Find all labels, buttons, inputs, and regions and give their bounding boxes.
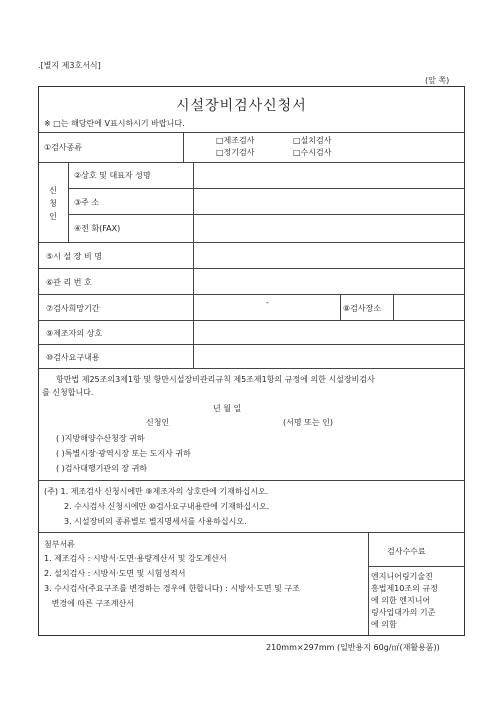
divider xyxy=(38,242,465,243)
requirements-label: ⑩검사요구내용 xyxy=(46,353,100,362)
address-label: ③주 소 xyxy=(74,198,100,207)
note-2: 2. 수시검사 신청시에만 ⑩검사요구내용란에 기재하십시오. xyxy=(64,502,270,511)
divider xyxy=(193,294,194,368)
form-number: .[별지 제3호서식] xyxy=(38,61,101,70)
application-date: 년 월 일 xyxy=(213,404,242,413)
divider xyxy=(38,320,465,321)
divider xyxy=(193,162,194,242)
divider xyxy=(183,132,184,162)
divider xyxy=(38,268,465,269)
fee-text-line-3: 에 의한 엔지니어 xyxy=(371,596,431,605)
attachment-item-3-cont: 변경에 따른 구조계산서 xyxy=(44,599,134,608)
note-1: (주) 1. 제조검사 신청시에만 ⑨제조자의 상호란에 기재하십시오. xyxy=(44,487,269,496)
fee-text-line-1: 엔지니어링기술진 xyxy=(371,572,433,581)
attachment-item-2: 2. 설치검사 : 시방서·도면 및 시험성적서 xyxy=(44,569,186,578)
attachment-item-1: 1. 제조검사 : 시방서·도면·용량계산서 및 강도계산서 xyxy=(44,554,227,563)
divider xyxy=(368,532,369,636)
phone-fax-label: ④전 화(FAX) xyxy=(74,224,121,233)
fee-text-line-4: 링사업대가의 기준 xyxy=(371,608,436,617)
checkbox-periodic-inspection[interactable]: □정기검사 xyxy=(216,148,255,157)
applicant-vertical-label: 신청인 xyxy=(49,186,57,221)
paper-spec: 210mm×297mm (일반용지 60g/㎡(재활용품)) xyxy=(266,643,440,652)
form-title: 시설장비검사신청서 xyxy=(176,98,307,114)
manufacturer-label: ⑨제조자의 상호 xyxy=(46,329,103,338)
management-number-label: ⑥관 리 번 호 xyxy=(46,278,92,287)
signature-note: (서명 또는 인) xyxy=(283,418,333,427)
divider xyxy=(38,294,465,295)
desired-period-label: ⑦검사희망기간 xyxy=(46,304,100,313)
divider xyxy=(393,294,394,320)
divider xyxy=(38,368,465,369)
divider xyxy=(68,188,465,189)
divider xyxy=(368,566,465,567)
divider xyxy=(193,242,194,294)
equipment-name-label: ⑤시 설 장 비 명 xyxy=(46,252,102,261)
fee-text-line-5: 에 의함 xyxy=(371,620,397,629)
checkbox-occasional-inspection[interactable]: □수시검사 xyxy=(293,148,332,157)
fee-text-line-2: 흥법제10조의 규정 xyxy=(371,584,438,593)
declaration-line-1: 항만법 제25조의3제1항 및 항만시설장비관리규칙 제5조제1항의 규정에 의한 시설장비검사 xyxy=(56,375,375,384)
divider xyxy=(38,344,465,345)
divider xyxy=(68,214,465,215)
divider xyxy=(38,132,465,133)
divider xyxy=(340,294,341,320)
divider xyxy=(38,480,465,481)
divider xyxy=(68,162,69,242)
attachments-title: 첨부서류 xyxy=(44,540,75,549)
company-representative-label: ②상호 및 대표자 성명 xyxy=(74,171,151,180)
divider xyxy=(38,532,465,533)
divider xyxy=(38,162,465,163)
inspection-place-label: ⑧검사장소 xyxy=(343,304,382,313)
attachment-item-3: 3. 수시검사(주요구조를 변경하는 경우에 한합니다) : 시방서·도면 및 구조 xyxy=(44,584,300,593)
declaration-line-2: 를 신청합니다. xyxy=(42,388,94,397)
fee-title: 검사수수료 xyxy=(387,547,426,556)
recipient-regional-office: ( )지방해양수산청장 귀하 xyxy=(56,434,145,443)
page-side-label: (앞 쪽) xyxy=(425,76,450,85)
checkbox-installation-inspection[interactable]: □설치검사 xyxy=(293,136,332,145)
period-dash: - xyxy=(266,298,269,307)
note-3: 3. 시설장비의 종류별로 별지명세서를 사용하십시오. xyxy=(64,517,247,526)
inspection-type-label: ①검사종류 xyxy=(44,143,83,152)
recipient-inspection-agency: ( )검사대행기관의 장 귀하 xyxy=(56,464,148,473)
instruction-text: ※ □는 해당란에 V표시하시기 바랍니다. xyxy=(44,119,185,128)
recipient-mayor-governor: ( )특별시장·광역시장 또는 도지사 귀하 xyxy=(56,449,191,458)
applicant-sign-label: 신청인 xyxy=(146,418,170,427)
checkbox-manufacture-inspection[interactable]: □제조검사 xyxy=(216,136,255,145)
